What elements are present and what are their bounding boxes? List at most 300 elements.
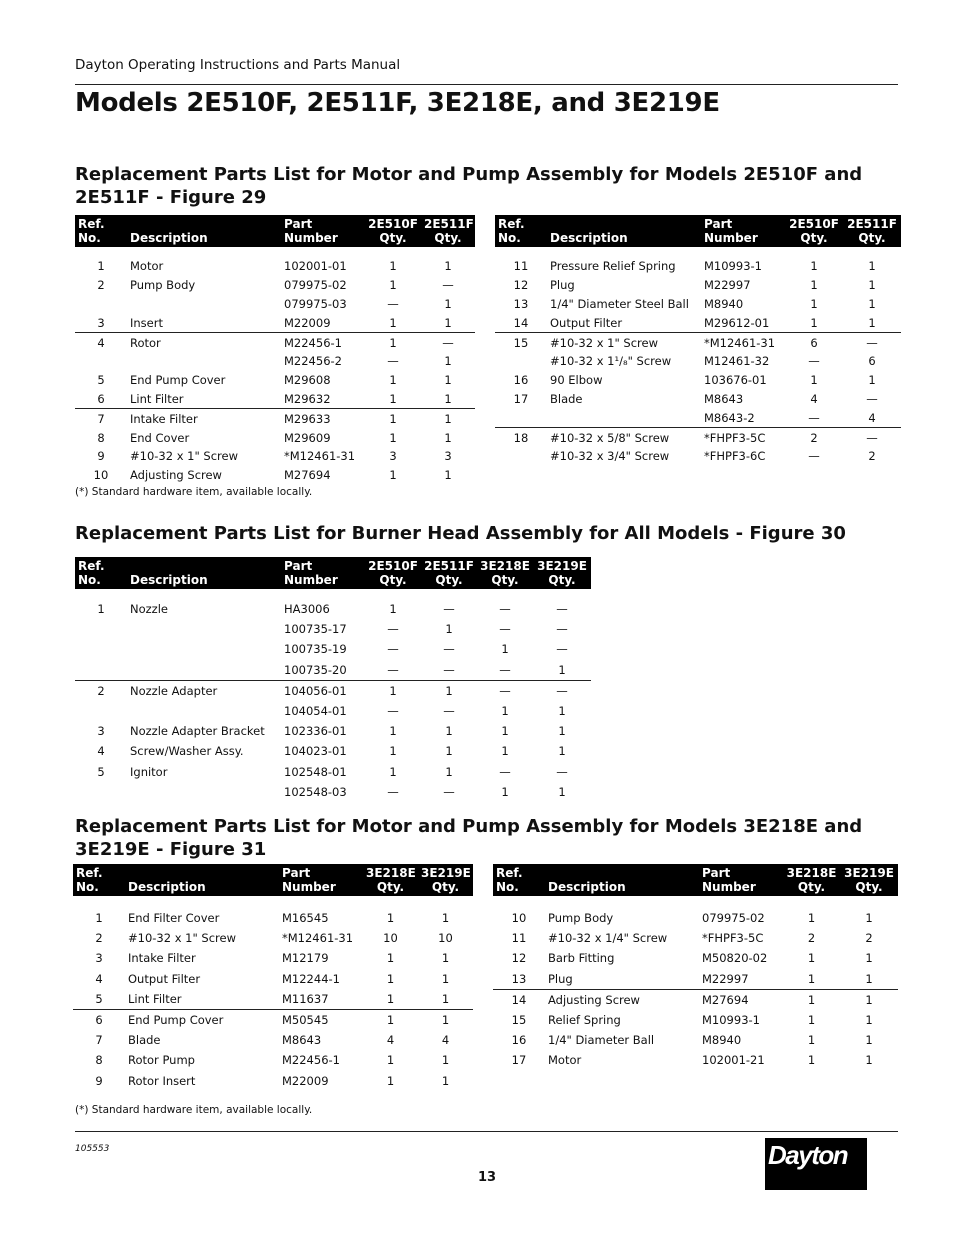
table-cell: — xyxy=(499,622,511,637)
table-cell: Motor xyxy=(548,1053,582,1068)
table-cell: 1 xyxy=(865,1053,873,1068)
table-cell: 90 Elbow xyxy=(550,373,603,388)
table-cell: 1 xyxy=(444,468,452,483)
column-header: 3E218E Qty. xyxy=(477,557,533,589)
table-row xyxy=(75,701,591,721)
table-cell: 1 xyxy=(810,373,818,388)
table-cell: Blade xyxy=(550,391,583,406)
table-cell: Nozzle Adapter Bracket xyxy=(130,724,265,739)
table-cell: #10-32 x 5/8" Screw xyxy=(547,428,701,447)
table-cell: 1 xyxy=(810,259,818,274)
table-cell xyxy=(75,660,127,681)
table-cell: 14 xyxy=(493,989,545,1010)
table-cell: 2 xyxy=(865,931,873,946)
table-cell: Nozzle xyxy=(130,602,168,617)
table-cell: 102548-03 xyxy=(284,784,347,799)
table-cell: #10-32 x 3/4" Screw xyxy=(550,449,670,464)
table-cell: M29609 xyxy=(284,430,331,445)
table-cell: 100735-19 xyxy=(284,642,347,657)
table-cell: Barb Fitting xyxy=(548,951,615,966)
table-cell: 1 xyxy=(389,468,397,483)
table-cell: 17 xyxy=(511,1053,527,1068)
table-cell: 1 xyxy=(444,430,452,445)
table-cell: — xyxy=(533,680,591,701)
table-cell: 2 xyxy=(868,449,876,464)
table-cell: 1 xyxy=(386,1073,395,1088)
table-row xyxy=(75,428,475,447)
table-cell: 1 xyxy=(389,278,397,293)
table-row xyxy=(75,721,591,741)
table-row xyxy=(75,257,475,276)
table-row xyxy=(495,428,901,447)
table-row xyxy=(495,390,901,409)
table-cell: — xyxy=(556,642,568,657)
table-cell: 2 xyxy=(785,428,843,447)
table-cell: 1 xyxy=(386,911,395,926)
table-cell: — xyxy=(556,602,568,617)
table-row xyxy=(73,969,473,989)
table-cell: 104054-01 xyxy=(284,704,347,719)
table-cell: 1 xyxy=(865,951,873,966)
table-cell: M11637 xyxy=(282,991,329,1006)
table-cell: 4 xyxy=(868,410,876,425)
table-cell: — xyxy=(387,354,399,369)
table-cell: 1 xyxy=(445,744,453,759)
table-cell: 2 xyxy=(75,680,127,701)
column-header: Description xyxy=(127,557,281,589)
table-cell: 100735-17 xyxy=(284,622,347,637)
fig31-right-table xyxy=(493,864,898,1071)
table-cell: Screw/Washer Assy. xyxy=(130,744,244,759)
table-row xyxy=(493,1030,898,1050)
column-header: Part Number xyxy=(699,864,783,896)
table-cell: 8 xyxy=(97,430,105,445)
table-row xyxy=(75,390,475,409)
table-cell: 1 xyxy=(365,409,421,428)
table-header-row xyxy=(75,557,591,589)
fig29-heading: Replacement Parts List for Motor and Pump Assembly for Models 2E510F and 2E511F - Figure 29 xyxy=(75,164,863,208)
table-cell xyxy=(495,408,547,427)
table-cell: M8643-2 xyxy=(704,410,755,425)
column-header: Part Number xyxy=(281,557,365,589)
table-cell: 3 xyxy=(444,449,452,464)
column-header: Description xyxy=(127,215,281,247)
table-cell: 1 xyxy=(501,642,509,657)
table-cell: 104056-01 xyxy=(281,680,365,701)
table-cell xyxy=(127,619,281,639)
table-cell: 1 xyxy=(441,971,450,986)
table-row xyxy=(75,371,475,390)
table-cell: 1 xyxy=(865,971,873,986)
column-header: Description xyxy=(547,215,701,247)
fig30-table xyxy=(75,557,591,802)
table-row xyxy=(493,948,898,968)
table-cell: 079975-02 xyxy=(702,911,765,926)
table-row xyxy=(493,908,898,928)
table-cell: — xyxy=(843,428,901,447)
column-header: 2E511F Qty. xyxy=(421,215,475,247)
table-cell: 1 xyxy=(807,1033,816,1048)
table-cell: 1 xyxy=(441,1073,450,1088)
table-cell: M8940 xyxy=(702,1033,742,1048)
table-cell: 8 xyxy=(95,1053,103,1068)
table-cell: 5 xyxy=(95,991,103,1006)
table-row xyxy=(75,447,475,466)
table-row xyxy=(73,1050,473,1070)
table-cell: 102336-01 xyxy=(284,724,347,739)
table-cell: Ignitor xyxy=(130,764,168,779)
table-cell: M22997 xyxy=(702,971,749,986)
table-cell: — xyxy=(443,602,455,617)
table-cell: 1 xyxy=(501,784,509,799)
table-cell: 1 xyxy=(389,259,397,274)
table-cell: M10993-1 xyxy=(702,1013,760,1028)
table-cell: 11 xyxy=(513,259,529,274)
table-row xyxy=(75,619,591,639)
table-cell: M27694 xyxy=(699,989,783,1010)
table-cell: 1 xyxy=(807,911,816,926)
table-cell: Adjusting Screw xyxy=(545,989,699,1010)
table-cell: Plug xyxy=(550,278,575,293)
table-row xyxy=(75,352,475,371)
page-number: 13 xyxy=(478,1170,497,1185)
table-cell: 9 xyxy=(97,449,105,464)
table-cell: 7 xyxy=(95,1033,103,1048)
table-cell: 11 xyxy=(511,931,527,946)
table-cell: 13 xyxy=(511,971,527,986)
table-cell: 1 xyxy=(97,259,105,274)
table-cell: 4 xyxy=(75,333,127,352)
table-cell: 5 xyxy=(97,764,105,779)
table-cell: 1 xyxy=(444,296,452,311)
table-cell: 1 xyxy=(501,724,509,739)
table-cell: Rotor Insert xyxy=(128,1073,196,1088)
table-cell: 10 xyxy=(383,931,398,946)
table-cell: *M12461-31 xyxy=(284,449,356,464)
table-cell: M8940 xyxy=(704,296,744,311)
table-cell xyxy=(495,447,547,466)
table-cell: *M12461-31 xyxy=(282,931,354,946)
table-cell: M22456-1 xyxy=(281,333,365,352)
table-cell: — xyxy=(556,622,568,637)
column-header: Ref. No. xyxy=(495,215,547,247)
table-cell: *FHPF3-6C xyxy=(704,449,766,464)
table-cell xyxy=(75,639,127,659)
table-cell xyxy=(75,352,127,371)
table-cell: Pump Body xyxy=(130,278,196,293)
table-cell: 1 xyxy=(441,991,450,1006)
table-row xyxy=(73,908,473,928)
table-cell: 16 xyxy=(513,373,529,388)
table-cell: — xyxy=(477,680,533,701)
table-cell: M10993-1 xyxy=(704,259,762,274)
table-cell: 1 xyxy=(865,911,873,926)
header-rule xyxy=(75,84,898,85)
table-cell: 1 xyxy=(365,333,421,352)
table-cell: 1 xyxy=(389,744,397,759)
table-cell: 1 xyxy=(868,373,876,388)
table-cell: End Pump Cover xyxy=(125,1009,279,1030)
table-cell: 2 xyxy=(807,931,816,946)
column-header: Part Number xyxy=(279,864,363,896)
table-cell: 15 xyxy=(511,1013,527,1028)
table-cell: 1 xyxy=(807,951,816,966)
table-cell: Output Filter xyxy=(550,315,623,330)
table-header-row xyxy=(493,864,898,896)
table-row xyxy=(73,1009,473,1030)
table-cell: 102001-21 xyxy=(702,1053,765,1068)
table-cell: Lint Filter xyxy=(130,391,184,406)
table-cell: 1 xyxy=(441,911,450,926)
table-cell: Rotor Pump xyxy=(128,1053,195,1068)
table-header-row xyxy=(75,215,475,247)
column-header: Ref. No. xyxy=(75,215,127,247)
table-cell: 18 xyxy=(495,428,547,447)
table-cell: 1 xyxy=(444,354,452,369)
table-cell: — xyxy=(442,278,454,293)
table-cell: 1 xyxy=(389,373,397,388)
table-cell: 1 xyxy=(865,1013,873,1028)
fig30-heading: Replacement Parts List for Burner Head Assembly for All Models - Figure 30 xyxy=(75,523,846,544)
table-cell: — xyxy=(387,642,399,657)
table-cell: Motor xyxy=(130,259,164,274)
table-cell: 1 xyxy=(418,1009,473,1030)
table-row xyxy=(495,313,901,332)
table-cell: 1 xyxy=(386,971,395,986)
table-row xyxy=(493,1010,898,1030)
table-cell: — xyxy=(387,662,399,677)
table-cell: 6 xyxy=(785,333,843,352)
table-cell: M29633 xyxy=(281,409,365,428)
table-cell: 1 xyxy=(386,991,395,1006)
table-cell: — xyxy=(843,333,901,352)
table-header-row xyxy=(73,864,473,896)
table-cell xyxy=(495,352,547,371)
column-header: Description xyxy=(125,864,279,896)
table-cell: Blade xyxy=(128,1033,161,1048)
table-cell: 1 xyxy=(421,680,477,701)
table-cell: HA3006 xyxy=(284,602,330,617)
table-cell: 1 xyxy=(807,1053,816,1068)
table-cell: #10-32 x 1" Screw xyxy=(128,931,237,946)
table-cell: — xyxy=(387,622,399,637)
table-cell: 13 xyxy=(513,296,529,311)
table-cell: 1 xyxy=(444,315,452,330)
table-row xyxy=(495,276,901,295)
table-cell: 1 xyxy=(445,622,453,637)
dayton-logo: Dayton xyxy=(765,1138,867,1190)
table-cell: 1 xyxy=(807,1013,816,1028)
table-cell: 1 xyxy=(810,278,818,293)
table-cell: 1 xyxy=(97,602,105,617)
table-cell: — xyxy=(387,704,399,719)
table-cell xyxy=(127,295,281,314)
table-row xyxy=(493,928,898,948)
table-cell: M29612-01 xyxy=(704,315,770,330)
table-cell: 1 xyxy=(389,430,397,445)
table-cell: M22009 xyxy=(284,315,331,330)
table-row xyxy=(75,639,591,659)
fig31-heading: Replacement Parts List for Motor and Pump Assembly for Models 3E218E and 3E219E - Figure 31 xyxy=(75,816,863,860)
page-title: Models 2E510F, 2E511F, 3E218E, and 3E219E xyxy=(75,88,720,118)
table-row xyxy=(75,660,591,681)
table-cell: 9 xyxy=(95,1073,103,1088)
table-cell xyxy=(127,352,281,371)
column-header: 3E219E Qty. xyxy=(840,864,898,896)
table-row xyxy=(495,352,901,371)
table-cell: 1 xyxy=(95,911,103,926)
table-cell xyxy=(127,782,281,802)
column-header: 2E510F Qty. xyxy=(365,557,421,589)
table-cell: *FHPF3-5C xyxy=(701,428,785,447)
column-header: 3E219E Qty. xyxy=(418,864,473,896)
table-cell: 14 xyxy=(513,315,529,330)
table-cell: — xyxy=(421,333,475,352)
table-cell: — xyxy=(387,296,399,311)
table-cell: — xyxy=(499,764,511,779)
table-row xyxy=(75,782,591,802)
table-cell: #10-32 x 1" Screw xyxy=(547,333,701,352)
table-cell: 1 xyxy=(389,391,397,406)
fig29-left-table xyxy=(75,215,475,485)
table-cell: 1 xyxy=(445,764,453,779)
table-cell: M50545 xyxy=(279,1009,363,1030)
table-cell: Plug xyxy=(548,971,573,986)
table-cell: — xyxy=(808,410,820,425)
table-cell: 103676-01 xyxy=(704,373,767,388)
table-cell: M22009 xyxy=(282,1073,329,1088)
table-cell: Output Filter xyxy=(128,971,201,986)
table-row xyxy=(493,989,898,1010)
table-row xyxy=(73,989,473,1010)
document-number: 105553 xyxy=(75,1144,110,1154)
footer-rule xyxy=(75,1131,898,1132)
table-cell: 1 xyxy=(501,744,509,759)
table-cell xyxy=(127,639,281,659)
table-cell xyxy=(75,619,127,639)
table-cell xyxy=(75,295,127,314)
table-cell: 1 xyxy=(558,784,566,799)
table-cell: 4 xyxy=(810,391,818,406)
table-cell: 1 xyxy=(868,278,876,293)
table-cell: 1/4" Diameter Steel Ball xyxy=(550,296,689,311)
column-header: 2E510F Qty. xyxy=(785,215,843,247)
table-cell: 4 xyxy=(386,1033,395,1048)
table-cell: #10-32 x 1" Screw xyxy=(130,449,239,464)
table-cell: 1 xyxy=(868,315,876,330)
table-cell: — xyxy=(499,602,511,617)
table-cell: 1 xyxy=(386,1053,395,1068)
table-cell: 6 xyxy=(73,1009,125,1030)
table-cell: 1 xyxy=(441,951,450,966)
column-header: 2E510F Qty. xyxy=(365,215,421,247)
table-row xyxy=(493,969,898,990)
table-cell: #10-32 x 1¹/₈" Screw xyxy=(550,354,672,369)
table-row xyxy=(495,295,901,314)
table-cell: 6 xyxy=(868,354,876,369)
table-row xyxy=(75,741,591,761)
table-cell: 5 xyxy=(97,373,105,388)
table-cell: 15 xyxy=(495,333,547,352)
table-cell: 10 xyxy=(93,468,109,483)
table-cell: 3 xyxy=(95,951,103,966)
table-cell: 1 xyxy=(421,409,475,428)
table-cell: Intake Filter xyxy=(127,409,281,428)
table-cell: 12 xyxy=(513,278,529,293)
table-cell: — xyxy=(387,784,399,799)
table-cell: 3 xyxy=(389,449,397,464)
table-row xyxy=(495,408,901,427)
table-row xyxy=(493,1050,898,1070)
table-cell: 1 xyxy=(558,662,566,677)
table-cell: 1 xyxy=(441,1053,450,1068)
table-cell: — xyxy=(443,662,455,677)
table-cell: 1 xyxy=(810,315,818,330)
table-cell: 1 xyxy=(868,259,876,274)
table-row xyxy=(75,599,591,619)
table-cell: 1 xyxy=(558,744,566,759)
column-header: 2E511F Qty. xyxy=(421,557,477,589)
column-header: 3E218E Qty. xyxy=(783,864,840,896)
fig29-right-table xyxy=(495,215,901,466)
table-cell: 1 xyxy=(807,971,816,986)
table-cell: *FHPF3-5C xyxy=(702,931,764,946)
table-cell: #10-32 x 1/4" Screw xyxy=(548,931,668,946)
table-cell: Pressure Relief Spring xyxy=(550,259,676,274)
table-cell: 2 xyxy=(97,278,105,293)
table-cell: 1 xyxy=(810,296,818,311)
table-cell: Intake Filter xyxy=(128,951,196,966)
table-row xyxy=(73,1030,473,1050)
table-row xyxy=(75,313,475,332)
table-cell: M22997 xyxy=(704,278,751,293)
table-cell: 1 xyxy=(389,315,397,330)
table-row xyxy=(495,371,901,390)
table-cell: 1 xyxy=(840,989,898,1010)
table-cell xyxy=(127,660,281,681)
table-cell: 1 xyxy=(389,724,397,739)
table-header-row xyxy=(495,215,901,247)
table-cell xyxy=(75,782,127,802)
table-cell: Insert xyxy=(130,315,163,330)
table-cell: Adjusting Screw xyxy=(130,468,222,483)
table-cell: — xyxy=(499,662,511,677)
table-row xyxy=(75,762,591,782)
table-cell: 1 xyxy=(783,989,840,1010)
table-cell: M12461-32 xyxy=(704,354,770,369)
table-row xyxy=(75,466,475,485)
table-cell: 1 xyxy=(386,951,395,966)
table-cell: M22456-1 xyxy=(282,1053,340,1068)
table-row xyxy=(73,1071,473,1091)
table-cell: 102001-01 xyxy=(284,259,347,274)
table-cell: 2 xyxy=(95,931,103,946)
table-cell: 1/4" Diameter Ball xyxy=(548,1033,655,1048)
column-header: Description xyxy=(545,864,699,896)
table-cell: M29632 xyxy=(284,391,331,406)
table-row xyxy=(75,276,475,295)
table-cell: 1 xyxy=(389,764,397,779)
column-header: Part Number xyxy=(701,215,785,247)
table-cell: 079975-02 xyxy=(284,278,347,293)
fig31-note: (*) Standard hardware item, available locally. xyxy=(75,1104,313,1116)
table-cell: 10 xyxy=(511,911,527,926)
table-cell: — xyxy=(556,764,568,779)
table-cell: 100735-20 xyxy=(284,662,347,677)
table-cell: — xyxy=(808,449,820,464)
table-cell: 7 xyxy=(75,409,127,428)
table-cell: M22456-2 xyxy=(284,354,342,369)
